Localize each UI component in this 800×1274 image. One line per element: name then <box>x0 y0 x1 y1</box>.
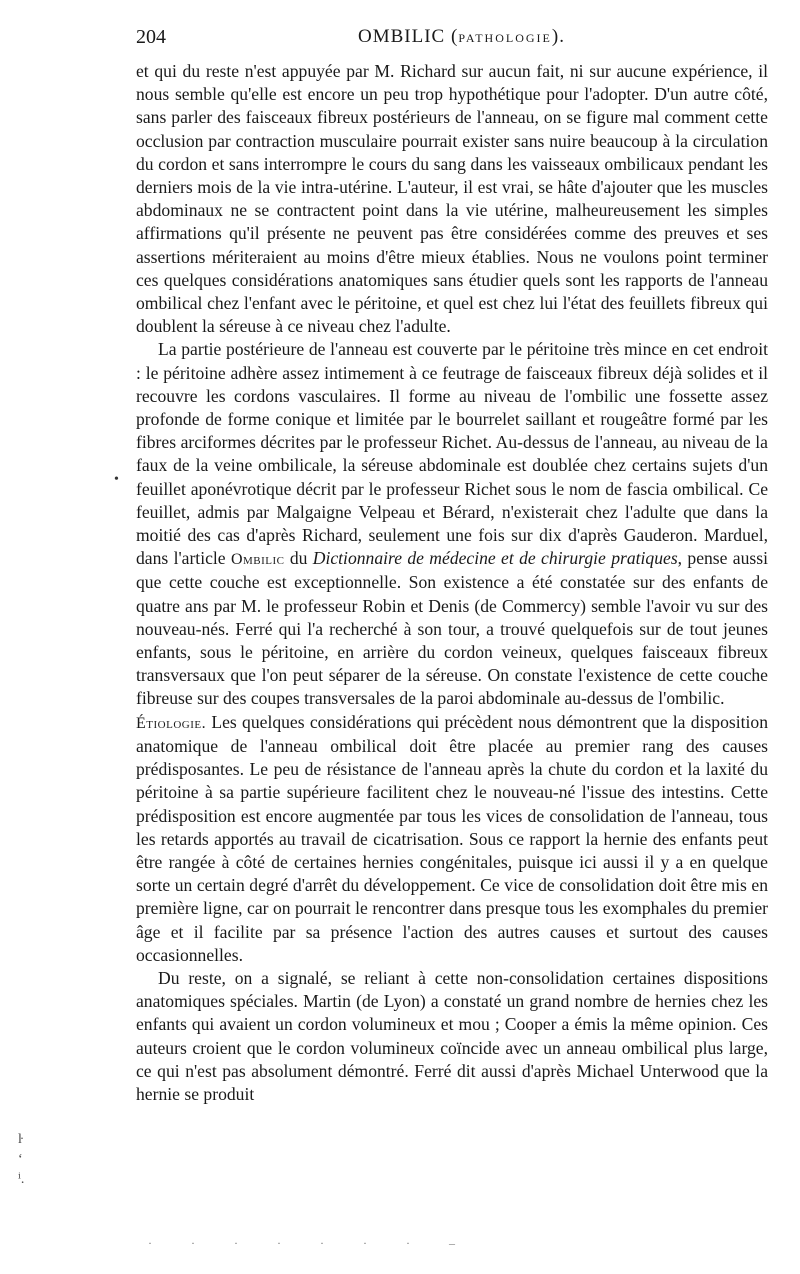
paragraph-2-text-c: , pense aussi que cette couche est exceptionnelle. Son existence a été constatée sur des enfants de quatre ans par M. le professeur Robin et Denis (de Commercy) semble l'avoir vu sur des nouveau-nés. Ferré qui l'a recherché à son tour, a trouvé quelquefois sur de tout jeunes enfants, sous le péritoine, en arrière du cordon veineux, quelques faisceaux fibreux transversaux que l'on peut séparer de la séreuse. On constate l'existence de cette couche fibreuse sur des coupes transversales de la paroi abdominale au-dessus de l'ombilic. <box>136 548 768 709</box>
paragraph-2-text-a: La partie postérieure de l'anneau est couverte par le péritoine très mince en cet endroit : le péritoine adhère assez intimement à ce feutrage de faisceaux fibreux déjà solides et il recouvre les cordons vasculaires. Il forme au niveau de l'ombilic une fossette assez profonde de forme conique et limitée par le bourrelet saillant et rougeâtre formé par les fibres arciformes décrites par le professeur Richet. Au-dessus de l'anneau, au niveau de la faux de la veine ombilicale, la séreuse abdominale est doublée chez certains sujets d'un feuillet aponévrotique décrit par le professeur Richet sous le nom de fascia ombilical. Ce feuillet, admis par Malgaigne Velpeau et Bérard, n'existerait chez l'adulte que dans la moitié des cas d'après Richard, seulement une fois sur dix d'après Gauderon. Marduel, dans l'article <box>136 339 768 569</box>
margin-bullet-mark: • <box>114 472 119 487</box>
paragraph-1: et qui du reste n'est appuyée par M. Richard sur aucun fait, ni sur aucune expérience, il nous semble qu'elle est encore un peu trop hypothétique pour l'adopter. D'un autre côté, sans parler des faisceaux fibreux postérieurs de l'anneau, on se figure mal comment cette occlusion par contraction musculaire pourrait exister sans nuire beaucoup à la circulation du cordon et sans interrompre le cours du sang dans les vaisseaux ombilicaux pendant les derniers mois de la vie intra-utérine. L'auteur, il est vrai, se hâte d'ajouter que les muscles abdominaux ne se contractent point dans la vie utérine, malheureusement les simples affirmations qu'il présente ne peuvent pas être considérées comme des preuves et ses assertions mériteraient au moins d'être mieux établies. Nous ne voulons point terminer ces quelques considérations anatomiques sans étudier quels sont les rapports de l'anneau ombilical chez l'enfant avec le péritoine, et quel est chez lui l'état des feuillets fibreux qui doublent la séreuse à ce niveau chez l'adulte. <box>136 61 768 337</box>
paragraph-2-text-b: du <box>284 548 313 569</box>
paragraph-3-text: Les quelques considérations qui précèdent nous démontrent que la disposition anatomique de l'anneau ombilical doit être placée au premier rang des causes prédisposantes. Le peu de résistance de l'anneau après la chute du cordon et la laxité du péritoine à sa partie supérieure facilitent chez le nouveau-né l'issue des intestins. Cette prédisposition est encore augmentée par tous les vices de consolidation de l'anneau, tous les retards apportés au travail de cicatrisation. Sous ce rapport la hernie des enfants peut être rangée à côté de certaines hernies congénitales, puisque ici aussi il y a en quelque sorte un certain degré d'arrêt du développement. Ce vice de consolidation doit être mis en première ligne, car on pourrait le rencontrer dans presque tous les exomphales du premier âge et il facilite par sa présence l'action des autres causes et surtout des causes occasionnelles. <box>136 711 768 965</box>
paragraph-4: Du reste, on a signalé, se reliant à cette non-consolidation certaines dispositions anatomiques spéciales. Martin (de Lyon) a constaté un grand nombre de hernies chez les enfants qui avaient un cordon volumineux et mou ; Cooper a émis la même opinion. Ces auteurs croient que le cordon volumineux coïncide avec un anneau ombilical plus large, ce qui n'est pas absolument démontré. Ferré dit aussi d'après Michael Unterwood que la hernie se produit <box>136 967 768 1104</box>
margin-marks: ŀ ʻ ⁱ. <box>18 1132 25 1187</box>
article-title-smallcaps: Ombilic <box>230 551 285 569</box>
paragraph-2 <box>136 338 768 710</box>
bottom-dots: · · · · · · · – <box>148 1236 473 1250</box>
running-title <box>358 26 565 48</box>
dictionary-title: Dictionnaire de médecine et de chirurgie pratiques <box>312 548 678 569</box>
running-title-sub: PATHOLOGIE <box>458 31 552 45</box>
running-header <box>136 20 768 60</box>
paragraph-3 <box>136 711 768 967</box>
running-title-end: ). <box>551 26 565 47</box>
section-heading-etiologie: Étiologie. <box>136 714 207 732</box>
page-number: 204 <box>136 26 166 48</box>
page-body <box>136 20 768 1106</box>
running-title-main: OMBILIC ( <box>358 26 459 47</box>
